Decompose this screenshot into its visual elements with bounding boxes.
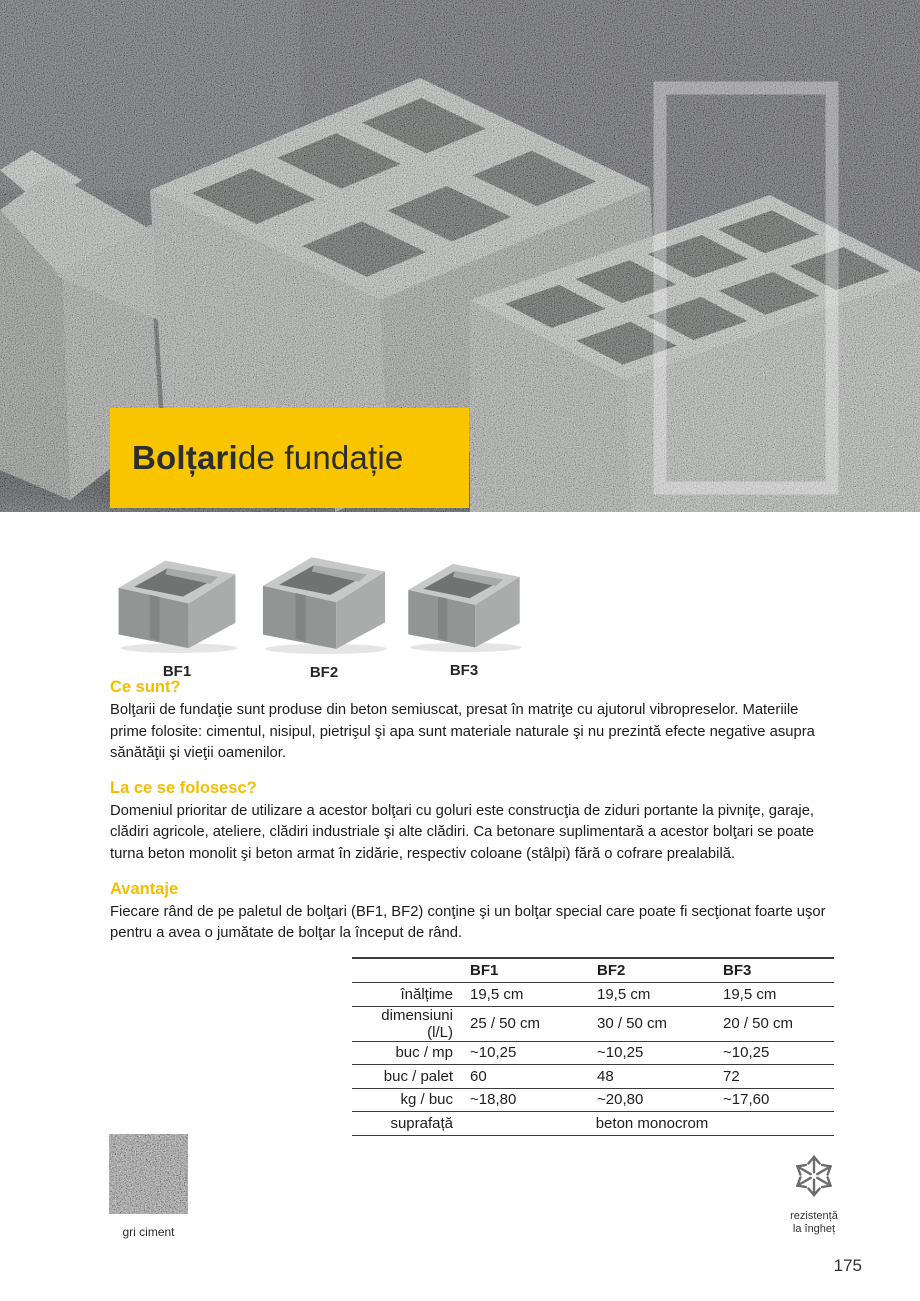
product-thumbnail-bf2 (252, 541, 396, 681)
description-sections (110, 678, 830, 959)
bf3-block-image (398, 549, 530, 653)
frost-label-line1: rezistență (790, 1210, 838, 1222)
row-label: buc / mp (395, 1044, 453, 1062)
table-row (352, 1041, 834, 1065)
cell: 25 / 50 cm (470, 1015, 541, 1032)
cell-span: beton monocrom (595, 1114, 709, 1132)
page-title-rest: de fundație (237, 439, 404, 476)
hero-image (0, 0, 920, 512)
row-label: buc / palet (383, 1067, 453, 1085)
section-ce-sunt (110, 678, 830, 765)
title-banner (110, 408, 469, 508)
cell: 72 (723, 1067, 740, 1085)
table-row (352, 983, 834, 1007)
section-la-ce-se-folosesc (110, 779, 830, 866)
cell: 19,5 cm (597, 985, 651, 1003)
table-row (352, 1088, 834, 1112)
frost-label-line2: la îngheț (792, 1223, 836, 1235)
cell: ~17,60 (723, 1091, 770, 1109)
cell: 60 (470, 1067, 487, 1085)
cell: 19,5 cm (723, 985, 777, 1003)
table-header-bf3: BF3 (723, 962, 752, 979)
bf1-block-image (108, 545, 246, 654)
bf2-block-image (252, 541, 396, 655)
snowflake-icon (788, 1150, 840, 1202)
product-label-bf1: BF1 (162, 663, 192, 680)
cell: 48 (597, 1067, 614, 1085)
frost-resistance-badge (762, 1150, 866, 1236)
swatch-label: gri ciment (122, 1225, 175, 1239)
texture-swatch-icon (109, 1134, 188, 1214)
cell: 20 / 50 cm (723, 1015, 794, 1032)
cell: ~10,25 (470, 1044, 517, 1062)
row-label: dimensiuni (l/L) (381, 1006, 453, 1041)
page-title-bold: Bolțari (132, 439, 238, 476)
section-body: Domeniul prioritar de utilizare a acestor bolţari cu goluri este construcţia de ziduri portante la pivniţe, garaje, clădiri agricole, ateliere, clădiri industriale şi alte clădiri. Ca betonare suplimentară a acestor bolţari se poate turna beton monolit şi beton armat în zidărie, respectiv coloane (stâlpi) fără o cofrare prealabilă. (110, 802, 815, 862)
table-row (352, 1112, 834, 1136)
table-header-row (352, 958, 834, 983)
section-body: Fiecare rând de pe paletul de bolţari (BF1, BF2) conţine şi un bolţar special care poate fi secţionat foarte uşor pentru a avea o jumătate de bolţar la început de rând. (110, 903, 826, 942)
table-row (352, 1065, 834, 1089)
page-number: 175 (833, 1256, 862, 1275)
row-label: suprafață (390, 1114, 453, 1132)
section-heading: La ce se folosesc? (110, 778, 257, 797)
section-heading: Avantaje (110, 879, 179, 898)
table-header-bf2: BF2 (597, 962, 626, 979)
cell: 30 / 50 cm (597, 1015, 668, 1032)
table-header-empty (352, 958, 470, 983)
product-thumbnail-bf3 (398, 549, 530, 679)
section-body: Bolţarii de fundaţie sunt produse din beton semiuscat, presat în matriţe cu ajutorul vibropreselor. Materiile prime folosite: cimentul, nisipul, pietrişul şi apa sunt materiale naturale şi nu prezintă efecte negative asupra sănătăţii şi vieţii oamenilor. (110, 702, 815, 762)
table-row (352, 1006, 834, 1041)
section-avantaje (110, 880, 830, 945)
product-thumbnail-bf1 (108, 545, 246, 680)
color-swatch-gri-ciment (109, 1134, 188, 1239)
table-header-bf1: BF1 (470, 962, 499, 979)
cell: ~18,80 (470, 1091, 517, 1109)
cell: ~10,25 (597, 1044, 644, 1062)
cell: ~20,80 (597, 1091, 644, 1109)
cell: 19,5 cm (470, 985, 524, 1003)
row-label: înălțime (400, 985, 453, 1003)
section-heading: Ce sunt? (110, 678, 181, 696)
row-label: kg / buc (400, 1091, 453, 1109)
product-label-bf3: BF3 (449, 662, 479, 679)
cell: ~10,25 (723, 1044, 770, 1062)
product-label-bf2: BF2 (309, 664, 339, 681)
spec-table (352, 957, 834, 1136)
